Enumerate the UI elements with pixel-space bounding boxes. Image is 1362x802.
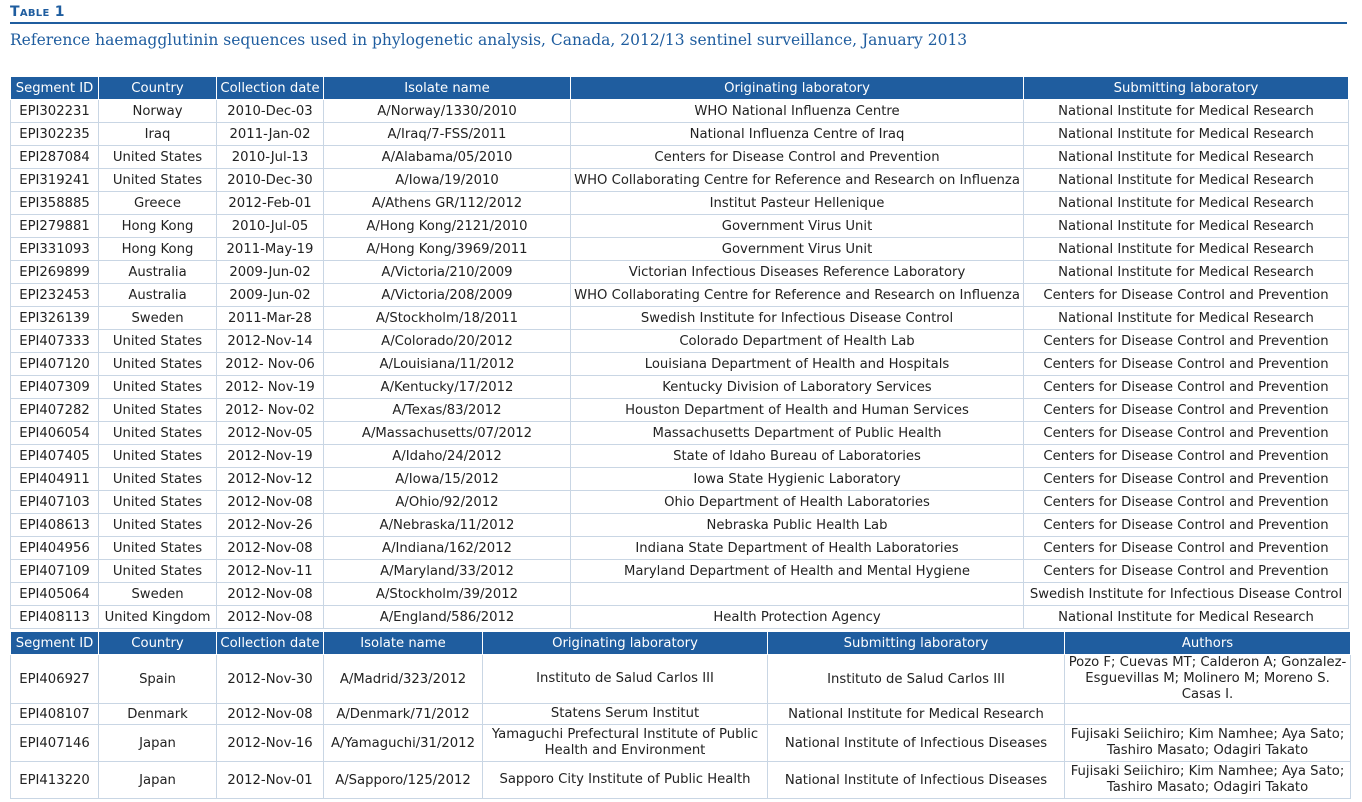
cell-segment-id: EPI302235 (11, 123, 99, 146)
cell-submitting-laboratory: National Institute of Infectious Diseases (768, 725, 1065, 762)
cell-collection-date: 2012-Nov-05 (217, 422, 324, 445)
cell-submitting-laboratory: Centers for Disease Control and Prevention (1024, 376, 1349, 399)
cell-submitting-laboratory: Centers for Disease Control and Prevention (1024, 353, 1349, 376)
cell-collection-date: 2012- Nov-19 (217, 376, 324, 399)
cell-isolate-name: A/Stockholm/18/2011 (324, 307, 571, 330)
cell-submitting-laboratory: National Institute for Medical Research (1024, 169, 1349, 192)
cell-submitting-laboratory: National Institute for Medical Research (1024, 123, 1349, 146)
column-header-isolate-name: Isolate name (324, 77, 571, 100)
cell-submitting-laboratory: Centers for Disease Control and Prevention (1024, 491, 1349, 514)
cell-submitting-laboratory: National Institute for Medical Research (1024, 238, 1349, 261)
cell-country: Sweden (99, 307, 217, 330)
cell-submitting-laboratory: National Institute for Medical Research (1024, 100, 1349, 123)
column-header-country: Country (99, 77, 217, 100)
cell-country: United States (99, 399, 217, 422)
cell-collection-date: 2012- Nov-06 (217, 353, 324, 376)
cell-isolate-name: A/Iraq/7-FSS/2011 (324, 123, 571, 146)
cell-segment-id: EPI407146 (11, 725, 99, 762)
table-row (11, 284, 1349, 307)
cell-submitting-laboratory: Centers for Disease Control and Prevention (1024, 399, 1349, 422)
cell-isolate-name: A/Yamaguchi/31/2012 (324, 725, 483, 762)
cell-segment-id: EPI358885 (11, 192, 99, 215)
column-header-segment-id: Segment ID (11, 632, 99, 655)
cell-segment-id: EPI331093 (11, 238, 99, 261)
cell-originating-laboratory: Swedish Institute for Infectious Disease Control (571, 307, 1024, 330)
cell-segment-id: EPI407333 (11, 330, 99, 353)
cell-submitting-laboratory: Centers for Disease Control and Prevention (1024, 422, 1349, 445)
cell-isolate-name: A/Athens GR/112/2012 (324, 192, 571, 215)
cell-isolate-name: A/Idaho/24/2012 (324, 445, 571, 468)
cell-isolate-name: A/Alabama/05/2010 (324, 146, 571, 169)
column-header-authors: Authors (1065, 632, 1351, 655)
cell-originating-laboratory: Indiana State Department of Health Laboratories (571, 537, 1024, 560)
cell-isolate-name: A/Iowa/15/2012 (324, 468, 571, 491)
cell-collection-date: 2009-Jun-02 (217, 261, 324, 284)
cell-submitting-laboratory: Centers for Disease Control and Prevention (1024, 445, 1349, 468)
cell-segment-id: EPI406054 (11, 422, 99, 445)
cell-segment-id: EPI406927 (11, 655, 99, 704)
cell-isolate-name: A/Nebraska/11/2012 (324, 514, 571, 537)
cell-originating-laboratory: Ohio Department of Health Laboratories (571, 491, 1024, 514)
cell-country: United States (99, 146, 217, 169)
cell-isolate-name: A/Massachusetts/07/2012 (324, 422, 571, 445)
table-caption: Reference haemagglutinin sequences used in phylogenetic analysis, Canada, 2012/13 sentinel surveillance, January 2013 (10, 31, 968, 49)
table-row (11, 100, 1349, 123)
cell-isolate-name: A/Hong Kong/3969/2011 (324, 238, 571, 261)
table-row (11, 261, 1349, 284)
column-header-originating-laboratory: Originating laboratory (571, 77, 1024, 100)
cell-originating-laboratory: Massachusetts Department of Public Health (571, 422, 1024, 445)
table-row (11, 491, 1349, 514)
cell-submitting-laboratory: National Institute for Medical Research (768, 704, 1065, 725)
cell-country: United States (99, 445, 217, 468)
cell-country: Australia (99, 261, 217, 284)
cell-collection-date: 2012-Nov-08 (217, 537, 324, 560)
cell-country: United States (99, 330, 217, 353)
cell-country: United States (99, 560, 217, 583)
cell-isolate-name: A/Sapporo/125/2012 (324, 762, 483, 799)
table-row (11, 514, 1349, 537)
table-row (11, 537, 1349, 560)
cell-collection-date: 2012-Feb-01 (217, 192, 324, 215)
cell-country: Japan (99, 725, 217, 762)
cell-isolate-name: A/Denmark/71/2012 (324, 704, 483, 725)
table-label: Table 1 (10, 4, 65, 20)
cell-isolate-name: A/Hong Kong/2121/2010 (324, 215, 571, 238)
cell-collection-date: 2012-Nov-12 (217, 468, 324, 491)
cell-isolate-name: A/Louisiana/11/2012 (324, 353, 571, 376)
cell-collection-date: 2012-Nov-08 (217, 491, 324, 514)
cell-segment-id: EPI407309 (11, 376, 99, 399)
table-row (11, 169, 1349, 192)
cell-originating-laboratory: Health Protection Agency (571, 606, 1024, 629)
table-row (11, 583, 1349, 606)
cell-collection-date: 2012-Nov-16 (217, 725, 324, 762)
cell-originating-laboratory: Institut Pasteur Hellenique (571, 192, 1024, 215)
table-row (11, 560, 1349, 583)
cell-collection-date: 2012-Nov-26 (217, 514, 324, 537)
cell-segment-id: EPI405064 (11, 583, 99, 606)
table-row (11, 468, 1349, 491)
cell-collection-date: 2009-Jun-02 (217, 284, 324, 307)
cell-originating-laboratory: Colorado Department of Health Lab (571, 330, 1024, 353)
cell-isolate-name: A/Victoria/208/2009 (324, 284, 571, 307)
cell-country: United States (99, 491, 217, 514)
cell-isolate-name: A/Colorado/20/2012 (324, 330, 571, 353)
cell-submitting-laboratory: Swedish Institute for Infectious Disease Control (1024, 583, 1349, 606)
cell-submitting-laboratory: National Institute for Medical Research (1024, 215, 1349, 238)
cell-segment-id: EPI407405 (11, 445, 99, 468)
cell-submitting-laboratory: National Institute for Medical Research (1024, 606, 1349, 629)
cell-collection-date: 2010-Jul-05 (217, 215, 324, 238)
cell-segment-id: EPI287084 (11, 146, 99, 169)
column-header-isolate-name: Isolate name (324, 632, 483, 655)
cell-country: Norway (99, 100, 217, 123)
cell-originating-laboratory: Instituto de Salud Carlos III (483, 655, 768, 704)
cell-originating-laboratory: Maryland Department of Health and Mental Hygiene (571, 560, 1024, 583)
cell-isolate-name: A/Iowa/19/2010 (324, 169, 571, 192)
table-row (11, 422, 1349, 445)
cell-collection-date: 2012-Nov-30 (217, 655, 324, 704)
table-row (11, 146, 1349, 169)
reference-sequences-table (10, 76, 1349, 629)
cell-submitting-laboratory: Centers for Disease Control and Prevention (1024, 468, 1349, 491)
table-row (11, 215, 1349, 238)
table-row (11, 704, 1351, 725)
cell-country: United States (99, 468, 217, 491)
cell-isolate-name: A/England/586/2012 (324, 606, 571, 629)
cell-originating-laboratory: Iowa State Hygienic Laboratory (571, 468, 1024, 491)
cell-collection-date: 2011-May-19 (217, 238, 324, 261)
cell-submitting-laboratory: Centers for Disease Control and Prevention (1024, 560, 1349, 583)
cell-isolate-name: A/Victoria/210/2009 (324, 261, 571, 284)
cell-submitting-laboratory: National Institute for Medical Research (1024, 146, 1349, 169)
cell-originating-laboratory: WHO National Influenza Centre (571, 100, 1024, 123)
cell-segment-id: EPI319241 (11, 169, 99, 192)
column-header-segment-id: Segment ID (11, 77, 99, 100)
column-header-submitting-laboratory: Submitting laboratory (768, 632, 1065, 655)
table-label-rule (10, 22, 1347, 24)
cell-submitting-laboratory: Centers for Disease Control and Prevention (1024, 537, 1349, 560)
cell-country: Iraq (99, 123, 217, 146)
cell-originating-laboratory: Nebraska Public Health Lab (571, 514, 1024, 537)
table-header-row (11, 632, 1351, 655)
table-row (11, 330, 1349, 353)
cell-segment-id: EPI232453 (11, 284, 99, 307)
cell-country: Spain (99, 655, 217, 704)
cell-collection-date: 2010-Jul-13 (217, 146, 324, 169)
cell-collection-date: 2012-Nov-08 (217, 583, 324, 606)
cell-collection-date: 2011-Mar-28 (217, 307, 324, 330)
cell-originating-laboratory: Centers for Disease Control and Prevention (571, 146, 1024, 169)
cell-originating-laboratory: State of Idaho Bureau of Laboratories (571, 445, 1024, 468)
cell-country: United States (99, 376, 217, 399)
column-header-country: Country (99, 632, 217, 655)
cell-country: Hong Kong (99, 215, 217, 238)
cell-country: United States (99, 537, 217, 560)
cell-collection-date: 2012-Nov-14 (217, 330, 324, 353)
cell-country: United States (99, 353, 217, 376)
cell-originating-laboratory: National Influenza Centre of Iraq (571, 123, 1024, 146)
cell-submitting-laboratory: National Institute for Medical Research (1024, 192, 1349, 215)
cell-originating-laboratory: Victorian Infectious Diseases Reference Laboratory (571, 261, 1024, 284)
cell-country: United States (99, 169, 217, 192)
additional-sequences-table (10, 631, 1351, 799)
cell-originating-laboratory: Statens Serum Institut (483, 704, 768, 725)
cell-submitting-laboratory: Instituto de Salud Carlos III (768, 655, 1065, 704)
cell-country: Australia (99, 284, 217, 307)
cell-collection-date: 2012-Nov-01 (217, 762, 324, 799)
cell-originating-laboratory: WHO Collaborating Centre for Reference and Research on Influenza (571, 284, 1024, 307)
cell-submitting-laboratory: National Institute of Infectious Diseases (768, 762, 1065, 799)
cell-segment-id: EPI269899 (11, 261, 99, 284)
cell-submitting-laboratory: Centers for Disease Control and Prevention (1024, 284, 1349, 307)
cell-country: Japan (99, 762, 217, 799)
cell-segment-id: EPI408113 (11, 606, 99, 629)
table-row (11, 192, 1349, 215)
cell-isolate-name: A/Texas/83/2012 (324, 399, 571, 422)
column-header-collection-date: Collection date (217, 632, 324, 655)
table-row (11, 307, 1349, 330)
cell-isolate-name: A/Maryland/33/2012 (324, 560, 571, 583)
cell-country: United States (99, 514, 217, 537)
table-row (11, 606, 1349, 629)
table-row (11, 399, 1349, 422)
table-row (11, 445, 1349, 468)
cell-submitting-laboratory: Centers for Disease Control and Prevention (1024, 330, 1349, 353)
cell-segment-id: EPI413220 (11, 762, 99, 799)
cell-segment-id: EPI408613 (11, 514, 99, 537)
table-header-row (11, 77, 1349, 100)
cell-country: Sweden (99, 583, 217, 606)
cell-originating-laboratory: Houston Department of Health and Human Services (571, 399, 1024, 422)
cell-submitting-laboratory: National Institute for Medical Research (1024, 261, 1349, 284)
cell-segment-id: EPI407120 (11, 353, 99, 376)
cell-segment-id: EPI404956 (11, 537, 99, 560)
cell-isolate-name: A/Ohio/92/2012 (324, 491, 571, 514)
cell-collection-date: 2012-Nov-19 (217, 445, 324, 468)
column-header-collection-date: Collection date (217, 77, 324, 100)
cell-isolate-name: A/Indiana/162/2012 (324, 537, 571, 560)
cell-country: Greece (99, 192, 217, 215)
cell-segment-id: EPI326139 (11, 307, 99, 330)
cell-originating-laboratory: Kentucky Division of Laboratory Services (571, 376, 1024, 399)
cell-collection-date: 2012- Nov-02 (217, 399, 324, 422)
cell-originating-laboratory: Louisiana Department of Health and Hospitals (571, 353, 1024, 376)
table-row (11, 725, 1351, 762)
cell-country: United States (99, 422, 217, 445)
cell-originating-laboratory: Sapporo City Institute of Public Health (483, 762, 768, 799)
cell-originating-laboratory: Yamaguchi Prefectural Institute of Public Health and Environment (483, 725, 768, 762)
cell-isolate-name: A/Kentucky/17/2012 (324, 376, 571, 399)
table-row (11, 123, 1349, 146)
table-row (11, 353, 1349, 376)
cell-isolate-name: A/Norway/1330/2010 (324, 100, 571, 123)
cell-originating-laboratory (571, 583, 1024, 606)
table-row (11, 655, 1351, 704)
cell-submitting-laboratory: Centers for Disease Control and Prevention (1024, 514, 1349, 537)
cell-collection-date: 2010-Dec-30 (217, 169, 324, 192)
cell-submitting-laboratory: National Institute for Medical Research (1024, 307, 1349, 330)
cell-collection-date: 2012-Nov-08 (217, 606, 324, 629)
cell-country: Denmark (99, 704, 217, 725)
cell-segment-id: EPI407282 (11, 399, 99, 422)
cell-segment-id: EPI407109 (11, 560, 99, 583)
table-row (11, 376, 1349, 399)
cell-segment-id: EPI404911 (11, 468, 99, 491)
cell-collection-date: 2011-Jan-02 (217, 123, 324, 146)
cell-authors (1065, 704, 1351, 725)
cell-segment-id: EPI302231 (11, 100, 99, 123)
cell-authors: Pozo F; Cuevas MT; Calderon A; Gonzalez-Esguevillas M; Molinero M; Moreno S. Casas I. (1065, 655, 1351, 704)
cell-authors: Fujisaki Seiichiro; Kim Namhee; Aya Sato; Tashiro Masato; Odagiri Takato (1065, 762, 1351, 799)
cell-collection-date: 2010-Dec-03 (217, 100, 324, 123)
cell-originating-laboratory: Government Virus Unit (571, 238, 1024, 261)
cell-country: Hong Kong (99, 238, 217, 261)
table-row (11, 238, 1349, 261)
column-header-originating-laboratory: Originating laboratory (483, 632, 768, 655)
cell-segment-id: EPI408107 (11, 704, 99, 725)
cell-originating-laboratory: Government Virus Unit (571, 215, 1024, 238)
cell-collection-date: 2012-Nov-08 (217, 704, 324, 725)
cell-collection-date: 2012-Nov-11 (217, 560, 324, 583)
table-row (11, 762, 1351, 799)
cell-originating-laboratory: WHO Collaborating Centre for Reference and Research on Influenza (571, 169, 1024, 192)
cell-segment-id: EPI279881 (11, 215, 99, 238)
cell-country: United Kingdom (99, 606, 217, 629)
column-header-submitting-laboratory: Submitting laboratory (1024, 77, 1349, 100)
cell-isolate-name: A/Madrid/323/2012 (324, 655, 483, 704)
cell-isolate-name: A/Stockholm/39/2012 (324, 583, 571, 606)
cell-authors: Fujisaki Seiichiro; Kim Namhee; Aya Sato; Tashiro Masato; Odagiri Takato (1065, 725, 1351, 762)
cell-segment-id: EPI407103 (11, 491, 99, 514)
